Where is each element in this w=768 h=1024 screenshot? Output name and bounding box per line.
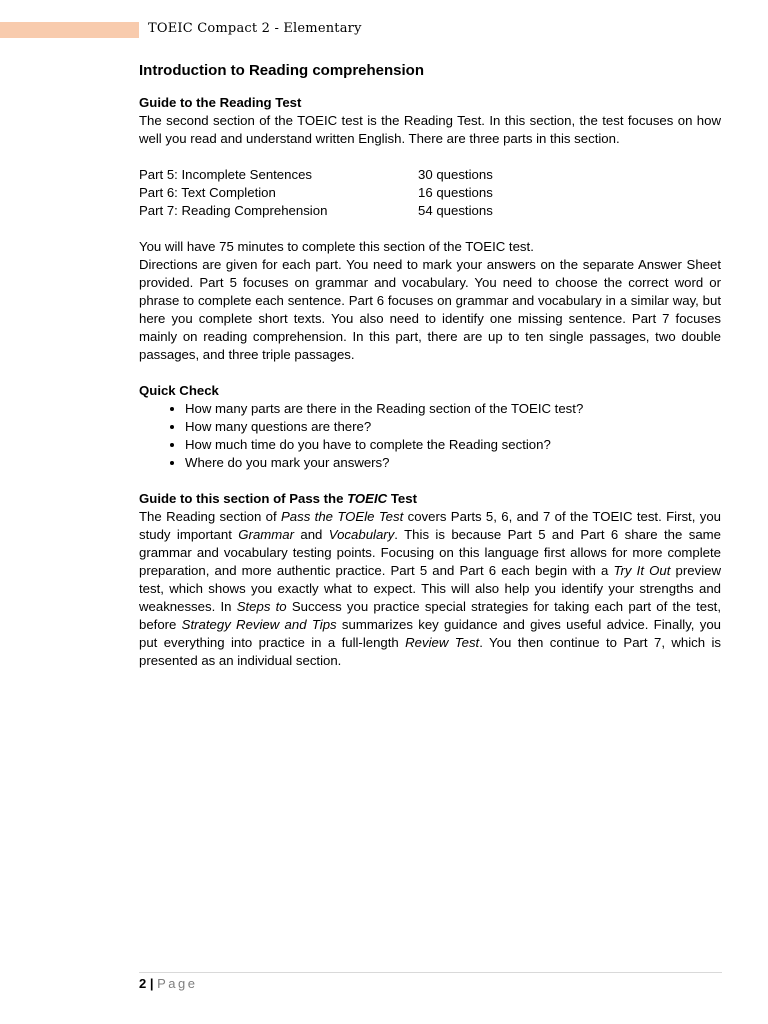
part-name: Part 7: Reading Comprehension: [139, 203, 328, 218]
list-item: • Where do you mark your answers?: [185, 454, 721, 472]
italic-text: Pass the TOEle Test: [281, 509, 404, 524]
text-segment: . You then continue to Part 7, which is presented as an individual section.: [139, 635, 722, 668]
page-title: Introduction to Reading comprehension: [139, 62, 424, 79]
quick-check-title: Quick Check: [139, 383, 219, 398]
running-header: TOEIC Compact 2 - Elementary: [148, 21, 362, 36]
guide-intro: The second section of the TOEIC test is the Reading Test. In this section, the test focuses on how well you read and understand written English. There are three parts in this section.: [139, 113, 721, 146]
part-name: Part 6: Text Completion: [139, 185, 276, 200]
text-segment: preview test, which shows you exactly what to expect. This will also help you identify your strengths and weaknesses. In: [139, 563, 721, 614]
part-name: Part 5: Incomplete Sentences: [139, 167, 313, 182]
part-count: 30 questions: [418, 167, 493, 182]
italic-text: Steps to: [236, 599, 287, 614]
list-item: • How many parts are there in the Reading section of the TOEIC test?: [185, 400, 721, 418]
quick-check-list: [139, 400, 721, 472]
time-line: You will have 75 minutes to complete this section of the TOEIC test.: [139, 239, 534, 254]
parts-list: [139, 166, 721, 220]
text-segment: summarizes key guidance and gives useful advice. Finally, you put everything into practice in a full-length: [139, 617, 722, 650]
page-number: 2: [139, 976, 147, 991]
parts-row: [139, 202, 721, 220]
part-count: 16 questions: [418, 185, 493, 200]
pass-title-prefix: Guide to this section of Pass the: [139, 491, 348, 506]
directions-paragraph: Directions are given for each part. You need to mark your answers on the separate Answer Sheet provided. Part 5 focuses on grammar and vocabulary. You need to choose the correct word or phrase to complete each sentence. Part 6 focuses on grammar and vocabulary in a similar way, but here you complete short texts. You also need to identify one missing sentence. Part 7 focuses mainly on reading comprehension. In this part, there are up to ten single passages, two double passages, and three triple passages.: [139, 257, 721, 362]
page-content: [139, 60, 721, 670]
pass-section-paragraph: [139, 508, 721, 670]
footer-separator: |: [146, 976, 158, 991]
footer-divider: [139, 972, 722, 973]
list-item: • How many questions are there?: [185, 418, 721, 436]
parts-row: [139, 184, 721, 202]
header-accent-bar: [0, 22, 139, 38]
guide-title: Guide to the Reading Test: [139, 95, 302, 110]
part-count: 54 questions: [418, 203, 493, 218]
page-footer: [139, 976, 197, 991]
page-label: Page: [157, 976, 198, 991]
text-segment: . This is because Part 5 and Part 6 share the same grammar and vocabulary testing points. Focusing on this language first allows for more complete preparation, and more authentic practice. Part 5 and Part 6 each begin with a: [139, 527, 721, 578]
text-segment: covers Parts 5, 6, and 7 of the TOEIC test. First, you study important: [139, 509, 721, 542]
italic-text: Strategy Review and Tips: [181, 617, 337, 632]
text-segment: and: [293, 527, 329, 542]
italic-text: Vocabulary: [328, 527, 395, 542]
parts-row: [139, 166, 721, 184]
pass-title-italic: TOEIC: [347, 491, 388, 506]
italic-text: Review Test: [405, 635, 480, 650]
italic-text: Try It Out: [613, 563, 671, 578]
list-item: • How much time do you have to complete the Reading section?: [185, 436, 721, 454]
text-segment: Success you practice special strategies for taking each part of the test, before: [139, 599, 721, 632]
text-segment: The Reading section of: [139, 509, 282, 524]
pass-section-title: [139, 490, 721, 508]
italic-text: Grammar: [238, 527, 294, 542]
pass-title-suffix: Test: [387, 491, 417, 506]
